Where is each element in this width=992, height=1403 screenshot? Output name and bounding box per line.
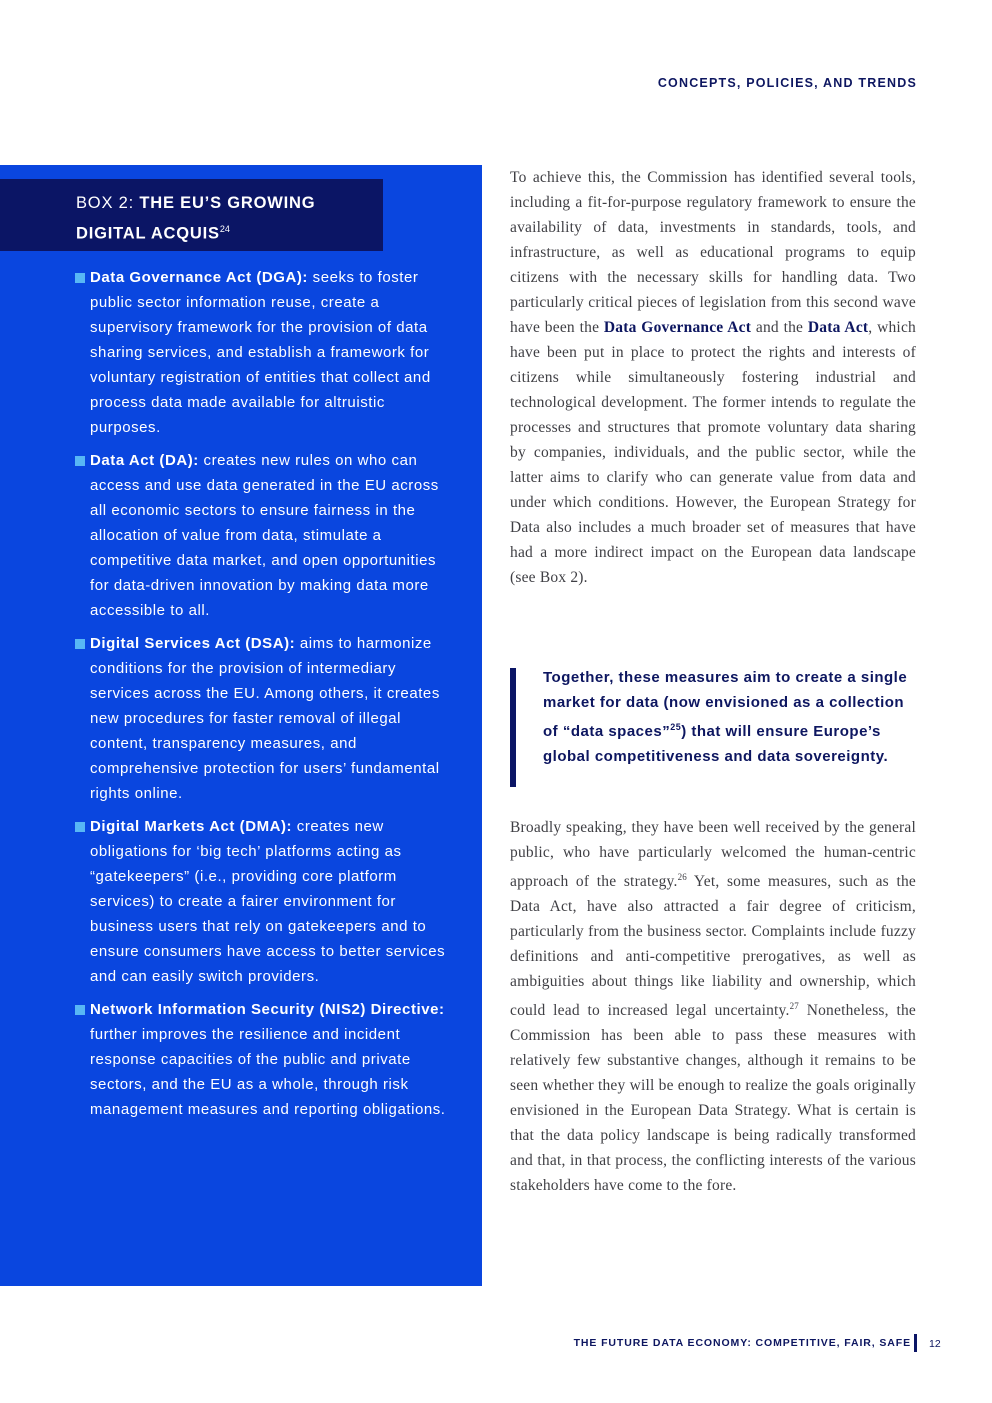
list-item-dma — [74, 814, 459, 989]
dga-emphasis: Data Governance Act — [603, 319, 752, 336]
body-paragraph-1 — [510, 165, 916, 590]
box-2-panel — [0, 165, 482, 1286]
item-text: seeks to foster public sector information reuse, create a supervisory framework for the provision of data sharing services, and establish a framework for voluntary registration of entities that collect and process data made available for altruistic purposes. — [90, 269, 431, 436]
item-term: Data Act (DA): — [90, 452, 199, 469]
item-text: creates new rules on who can access and use data generated in the EU across all economic sectors to ensure fairness in the allocation of value from data, stimulate a competitive data market, and open opportunities for data-driven innovation by making data more accessible to all. — [90, 452, 439, 619]
square-bullet-icon — [75, 639, 85, 649]
pull-quote-text — [543, 665, 918, 769]
box-label: BOX 2: — [76, 194, 140, 212]
item-term: Digital Services Act (DSA): — [90, 635, 296, 652]
item-term: Digital Markets Act (DMA): — [90, 818, 293, 835]
list-item-nis2 — [74, 997, 459, 1122]
box-item-list — [74, 265, 459, 1130]
page-number: 12 — [929, 1338, 941, 1350]
pull-quote — [510, 668, 922, 787]
square-bullet-icon — [75, 273, 85, 283]
da-emphasis: Data Act — [807, 319, 869, 336]
square-bullet-icon — [75, 1005, 85, 1015]
quote-text-part: ) that will ensure Europe’s global competitiveness and data sovereignty. — [543, 723, 889, 765]
paragraph-text: Nonetheless, the Commission has been able to pass these measures with relatively few substantive changes, although it remains to be seen whether they will be enough to realize the goals originally envisioned in the European Data Strategy. What is certain is that the data policy landscape is being radically transformed and that, in that process, the conflicting interests of the various stakeholders have come to the fore. — [510, 1002, 916, 1195]
list-item-da — [74, 448, 459, 623]
body-paragraph-2 — [510, 815, 916, 1198]
quote-text-part: Together, these measures aim to create a single market for data (now envisioned as a collection of “data spaces” — [543, 669, 908, 740]
box-title-line2: DIGITAL ACQUIS — [76, 224, 220, 243]
footnote-ref-26: 26 — [677, 872, 687, 882]
footer-divider — [914, 1334, 917, 1352]
footer-title: THE FUTURE DATA ECONOMY: COMPETITIVE, FAIR, SAFE — [573, 1337, 911, 1349]
paragraph-text: and the — [751, 319, 808, 336]
section-header: CONCEPTS, POLICIES, AND TRENDS — [657, 76, 917, 90]
list-item-dga — [74, 265, 459, 440]
list-item-dsa — [74, 631, 459, 806]
box-title-line1: THE EU’S GROWING — [139, 194, 316, 212]
box-title — [0, 179, 383, 251]
paragraph-text: Yet, some measures, such as the Data Act, have also attracted a fair degree of criticism, particularly from the business sector. Complaints include fuzzy definitions and anti-competitive prerogatives, as well as ambiguities about things like liability and ownership, which could lead to increased legal uncertainty. — [510, 873, 916, 1020]
paragraph-text: To achieve this, the Commission has identified several tools, including a fit-for-purpose regulatory framework to ensure the availability of data, investments in standards, tools, and infrastructure, as well as educational programs to equip citizens with the necessary skills for handling data. Two particularly critical pieces of legislation from this second wave have been the — [510, 169, 916, 336]
square-bullet-icon — [75, 822, 85, 832]
paragraph-text: Broadly speaking, they have been well received by the general public, who have particularly welcomed the human-centric approach of the strategy. — [510, 819, 916, 891]
square-bullet-icon — [75, 456, 85, 466]
paragraph-text: , which have been put in place to protect the rights and interests of citizens while simultaneously fostering industrial and technological development. The former intends to regulate the processes and structures that promote voluntary data sharing by companies, individuals, and the public sector, while the latter aims to clarify who can generate value from data and under which conditions. However, the European Strategy for Data also includes a much broader set of measures that have had a more indirect impact on the European data landscape (see Box 2). — [510, 319, 916, 586]
item-text: aims to harmonize conditions for the provision of intermediary services across the EU. Among others, it creates new procedures for faster removal of illegal content, transparency measures, and comprehensive protection for users’ fundamental rights online. — [90, 635, 440, 802]
footnote-ref-27: 27 — [789, 1001, 799, 1012]
item-term: Network Information Security (NIS2) Directive: — [90, 1001, 445, 1018]
box-footnote-ref: 24 — [219, 224, 230, 234]
quote-footnote-ref: 25 — [670, 722, 682, 732]
item-text: further improves the resilience and incident response capacities of the public and private sectors, and the EU as a whole, through risk management measures and reporting obligations. — [90, 1026, 446, 1118]
item-text: creates new obligations for ‘big tech’ platforms acting as “gatekeepers” (i.e., providing core platform services) to create a fairer environment for business users that rely on gatekeepers and to ensure consumers have access to better services and can easily switch providers. — [90, 818, 446, 985]
item-term: Data Governance Act (DGA): — [90, 269, 308, 286]
